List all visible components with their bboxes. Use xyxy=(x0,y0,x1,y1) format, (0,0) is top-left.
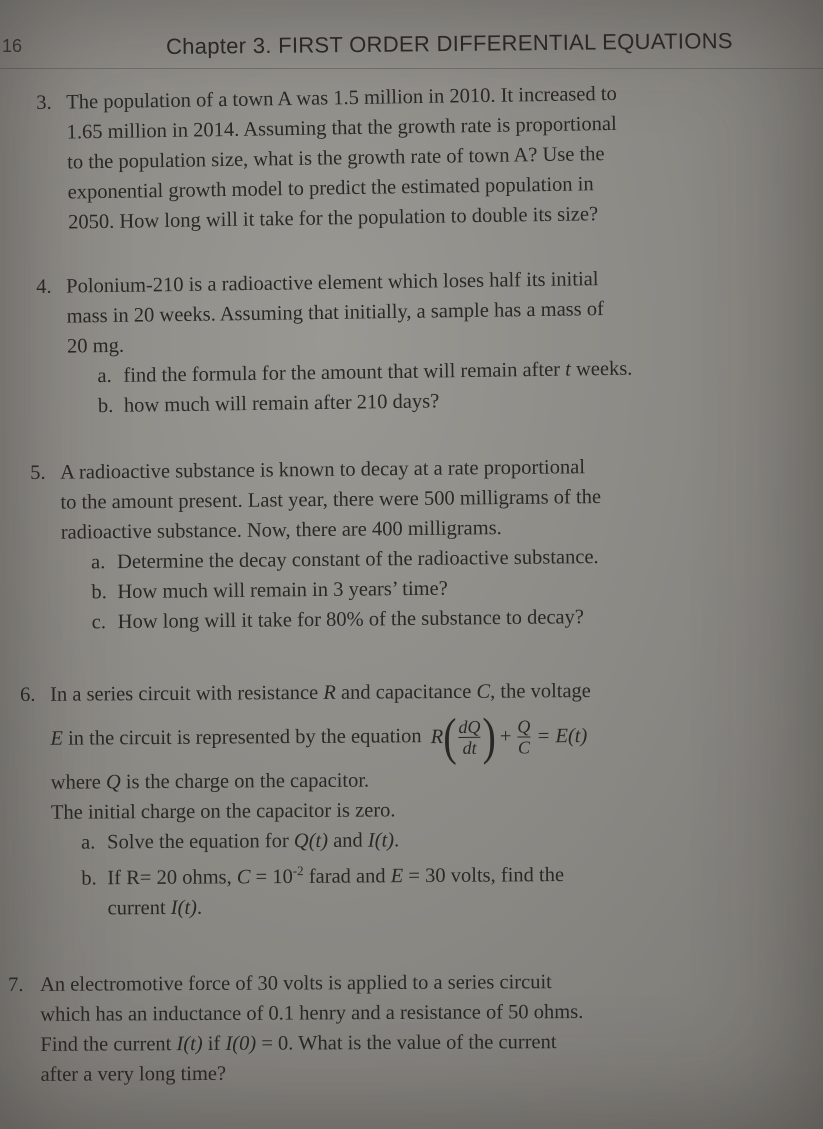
problem-line: 20 mg. xyxy=(66,334,125,358)
problem-number: 6. xyxy=(20,683,36,706)
problem-line: after a very long time? xyxy=(40,1062,227,1086)
fraction-dq-dt: $\frac{dQ}{dt}$ xyxy=(458,716,481,758)
problem-line: Polonium-210 is a radioactive element which loses half its initial xyxy=(66,268,599,298)
problem-number: 7. xyxy=(8,973,24,996)
problem-5 xyxy=(30,452,602,638)
problem-line: to the amount present. Last year, there were 500 milligrams of the xyxy=(60,486,602,514)
problem-part-b: b. How much will remain in 3 years’ time? xyxy=(91,577,448,604)
problem-line: which has an inductance of 0.1 henry and a resistance of 50 ohms. xyxy=(40,1000,584,1026)
problem-line: 1.65 million in 2014. Assuming that the growth rate is proportional xyxy=(66,112,617,144)
chapter-title: Chapter 3. FIRST ORDER DIFFERENTIAL EQUATIONS xyxy=(165,28,733,59)
problem-number: 5. xyxy=(30,461,46,484)
header-rule xyxy=(0,68,823,69)
problem-line: 2050. How long will it take for the population to double its size? xyxy=(67,203,599,234)
problem-line: A radioactive substance is known to decay at a rate proportional xyxy=(60,456,586,484)
problem-line: to the population size, what is the growth rate of town A? Use the xyxy=(67,143,605,174)
right-paren: ) xyxy=(482,707,497,766)
problem-line: The initial charge on the capacitor is zero. xyxy=(50,799,396,824)
problem-part-b-cont: current I(t). xyxy=(107,896,203,920)
problem-7 xyxy=(8,967,584,1090)
equation: R ( $\frac{dQ}{dt}$ ) + $\frac{Q}{C}$ = E(t) xyxy=(430,707,588,766)
problem-part-a: a. Determine the decay constant of the radioactive substance. xyxy=(90,546,599,574)
problem-part-a: a. find the formula for the amount that will remain after t weeks. xyxy=(97,357,633,388)
problem-4 xyxy=(36,264,633,422)
problem-line: exponential growth model to predict the estimated population in xyxy=(67,173,594,204)
fraction-q-c: $\frac{Q}{C}$ xyxy=(517,716,531,758)
problem-line: The population of a town A was 1.5 million in 2010. It increased to xyxy=(66,82,617,114)
problem-part-c: c. How long will it take for 80% of the substance to decay? xyxy=(91,606,585,634)
problem-part-b: b. how much will remain after 210 days? xyxy=(97,390,440,418)
problem-3 xyxy=(36,79,619,238)
problem-line: where Q is the charge on the capacitor. xyxy=(50,769,370,794)
left-paren: ( xyxy=(443,707,457,766)
problem-number: 4. xyxy=(36,275,52,298)
problem-line: An electromotive force of 30 volts is applied to a series circuit xyxy=(40,971,552,996)
problem-line: In a series circuit with resistance R and capacitance C, the voltage xyxy=(50,680,591,706)
problem-line: Find the current I(t) if I(0) = 0. What is the value of the current xyxy=(40,1031,557,1056)
page-number: 16 xyxy=(2,36,23,56)
problem-line: E in the circuit is represented by the equation R ( $\frac{dQ}{dt}$ ) + $\frac{Q}{C}$ = E(t) xyxy=(50,707,588,766)
problem-6 xyxy=(20,676,592,924)
problem-part-b: b. If R= 20 ohms, $C = 10^{-2}$ farad and E = 30 volts, find the xyxy=(81,863,565,890)
problem-number: 3. xyxy=(36,91,52,114)
problem-part-a: a. Solve the equation for Q(t) and I(t). xyxy=(81,829,400,854)
problem-line: mass in 20 weeks. Assuming that initially, a sample has a mass of xyxy=(66,298,605,328)
problem-line: radioactive substance. Now, there are 400 milligrams. xyxy=(60,517,502,544)
